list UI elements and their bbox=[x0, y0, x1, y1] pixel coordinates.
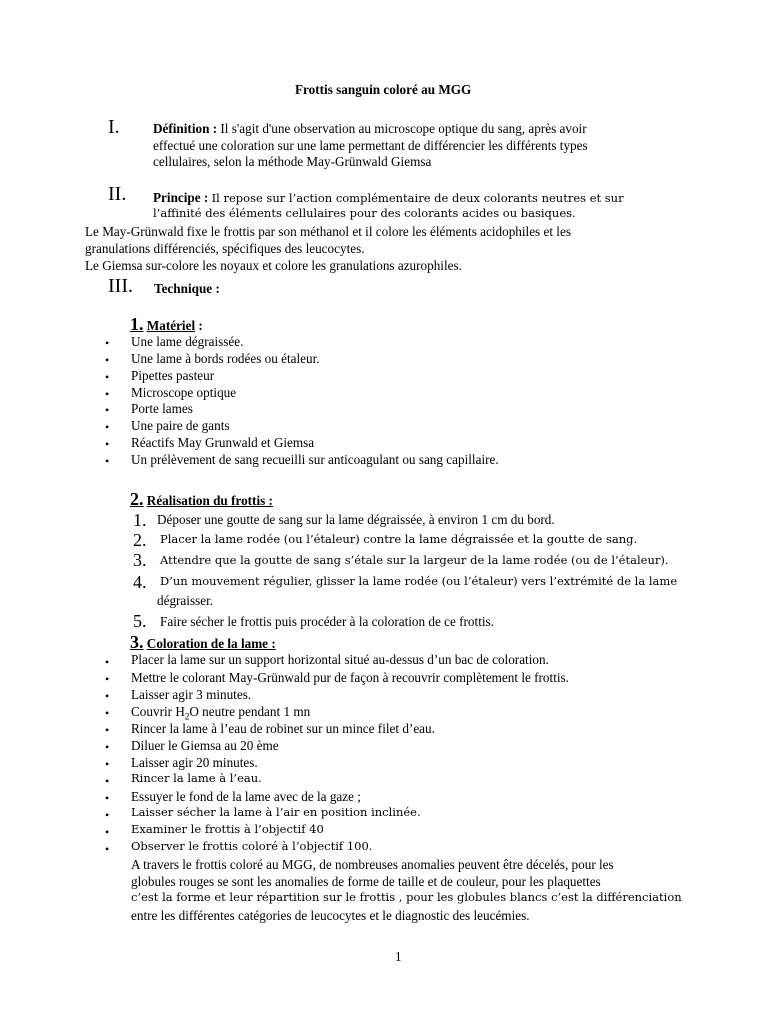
realisation-heading bbox=[130, 490, 273, 508]
step-text: Attendre que la goutte de sang s’étale sur la largeur de la lame rodée (ou de l’étaleur). bbox=[160, 553, 669, 567]
bullet: • bbox=[105, 842, 110, 856]
list-item: Porte lames bbox=[131, 401, 193, 416]
step-text-continued: dégraisser. bbox=[157, 593, 214, 608]
section-2-paragraph-1: Le May-Grünwald fixe le frottis par son méthanol et il colore les éléments acidophiles et les bbox=[85, 224, 571, 239]
list-item: Réactifs May Grunwald et Giemsa bbox=[131, 435, 315, 450]
bullet: • bbox=[105, 689, 110, 703]
conclusion-line-1: A travers le frottis coloré au MGG, de nombreuses anomalies peuvent être décelés, pour les bbox=[131, 857, 614, 872]
h2o-suffix: O neutre pendant 1 mn bbox=[189, 704, 311, 719]
section-2-numeral: II. bbox=[108, 183, 127, 205]
bullet: • bbox=[105, 825, 110, 839]
list-item: Laisser sécher la lame à l’air en position inclinée. bbox=[131, 805, 421, 819]
step-number: 2. bbox=[133, 530, 147, 550]
step-text: Placer la lame rodée (ou l’étaleur) contre la lame dégraissée et la goutte de sang. bbox=[160, 532, 638, 546]
section-1-numeral: I. bbox=[108, 116, 120, 138]
document-title: Frottis sanguin coloré au MGG bbox=[295, 82, 472, 97]
step-text: Déposer une goutte de sang sur la lame dégraissée, à environ 1 cm du bord. bbox=[157, 512, 555, 527]
list-item: Laisser agir 20 minutes. bbox=[131, 755, 258, 770]
bullet: • bbox=[105, 774, 110, 788]
bullet: • bbox=[105, 740, 110, 754]
list-item-h2o bbox=[131, 705, 310, 722]
bullet: • bbox=[105, 808, 110, 822]
list-item-text: Placer la lame sur un support horizontal situé au-dessus d’un bac de coloration. bbox=[131, 652, 549, 667]
bullet: • bbox=[105, 437, 110, 451]
section-2-paragraph-2: granulations différenciés, spécifiques des leucocytes. bbox=[85, 241, 365, 256]
section-3-heading: Technique : bbox=[154, 281, 220, 296]
section-3-numeral: III. bbox=[108, 275, 133, 297]
h2o-prefix: Couvrir H bbox=[131, 704, 185, 719]
section-1-line-2: effectué une coloration sur une lame permettant de différencier les différents types bbox=[153, 138, 588, 153]
bullet: • bbox=[105, 336, 110, 350]
step-number: 4. bbox=[133, 572, 147, 592]
realisation-title: Réalisation du frottis : bbox=[146, 493, 273, 508]
step-number: 5. bbox=[133, 611, 147, 631]
realisation-number: 2. bbox=[130, 489, 144, 509]
conclusion-line-2: globules rouges se sont les anomalies de forme de taille et de couleur, pour les plaquettes bbox=[131, 874, 601, 889]
page-number: 1 bbox=[395, 949, 402, 964]
bullet: • bbox=[105, 655, 110, 669]
materiel-colon: : bbox=[195, 318, 203, 333]
step-number: 3. bbox=[133, 550, 147, 570]
bullet: • bbox=[105, 672, 110, 686]
bullet: • bbox=[105, 454, 110, 468]
section-2-paragraph-3: Le Giemsa sur-colore les noyaux et colore les granulations azurophiles. bbox=[85, 258, 462, 273]
section-2-line-1 bbox=[153, 191, 624, 205]
conclusion-line-3: c’est la forme et leur répartition sur le frottis , pour les globules blancs c’est la différenciation bbox=[131, 890, 682, 904]
section-2-text-1: Il repose sur l’action complémentaire de deux colorants neutres et sur bbox=[211, 191, 624, 205]
bullet: • bbox=[105, 353, 110, 367]
bullet: • bbox=[105, 706, 110, 720]
list-item: Observer le frottis coloré à l’objectif 100. bbox=[131, 839, 373, 853]
section-1-line-1 bbox=[153, 122, 587, 135]
coloration-title: Coloration de la lame : bbox=[146, 636, 276, 651]
list-item: Une paire de gants bbox=[131, 418, 230, 433]
list-item bbox=[131, 653, 549, 666]
list-item: Rincer la lame à l’eau. bbox=[131, 771, 262, 785]
list-item: Microscope optique bbox=[131, 385, 237, 400]
list-item: Pipettes pasteur bbox=[131, 368, 215, 383]
list-item: Un prélèvement de sang recueilli sur anticoagulant ou sang capillaire. bbox=[131, 452, 499, 467]
list-item: Rincer la lame à l’eau de robinet sur un mince filet d’eau. bbox=[131, 721, 435, 736]
step-text: Faire sécher le frottis puis procéder à la coloration de ce frottis. bbox=[160, 614, 494, 629]
bullet: • bbox=[105, 387, 110, 401]
section-1-heading: Définition : bbox=[153, 121, 218, 136]
list-item: Examiner le frottis à l’objectif 40 bbox=[131, 822, 324, 836]
section-1-text-1: Il s'agit d'une observation au microscope optique du sang, après avoir bbox=[220, 121, 587, 136]
coloration-heading bbox=[130, 633, 276, 651]
list-item: Une lame à bords rodées ou étaleur. bbox=[131, 351, 320, 366]
section-2-heading: Principe : bbox=[153, 190, 209, 205]
list-item: Une lame dégraissée. bbox=[131, 334, 244, 349]
conclusion-line-4: entre les différentes catégories de leucocytes et le diagnostic des leucémies. bbox=[131, 908, 530, 923]
bullet: • bbox=[105, 403, 110, 417]
materiel-number: 1. bbox=[130, 314, 144, 334]
list-item: Mettre le colorant May-Grünwald pur de façon à recouvrir complètement le frottis. bbox=[131, 670, 569, 685]
list-item: Essuyer le fond de la lame avec de la gaze ; bbox=[131, 789, 361, 804]
materiel-heading bbox=[130, 315, 203, 333]
step-number: 1. bbox=[133, 510, 147, 530]
materiel-title: Matériel bbox=[146, 318, 196, 333]
bullet: • bbox=[105, 791, 110, 805]
list-item: Diluer le Giemsa au 20 ème bbox=[131, 738, 279, 753]
step-text: D’un mouvement régulier, glisser la lame rodée (ou l’étaleur) vers l’extrémité de la lame bbox=[160, 574, 678, 588]
bullet: • bbox=[105, 370, 110, 384]
bullet: • bbox=[105, 757, 110, 771]
coloration-number: 3. bbox=[130, 632, 144, 652]
list-item: Laisser agir 3 minutes. bbox=[131, 687, 252, 702]
h2o-subscript: 2 bbox=[184, 711, 190, 722]
bullet: • bbox=[105, 723, 110, 737]
bullet: • bbox=[105, 420, 110, 434]
section-2-line-2: l’affinité des éléments cellulaires pour des colorants acides ou basiques. bbox=[153, 206, 576, 220]
section-1-line-3: cellulaires, selon la méthode May-Grünwald Giemsa bbox=[153, 154, 432, 169]
